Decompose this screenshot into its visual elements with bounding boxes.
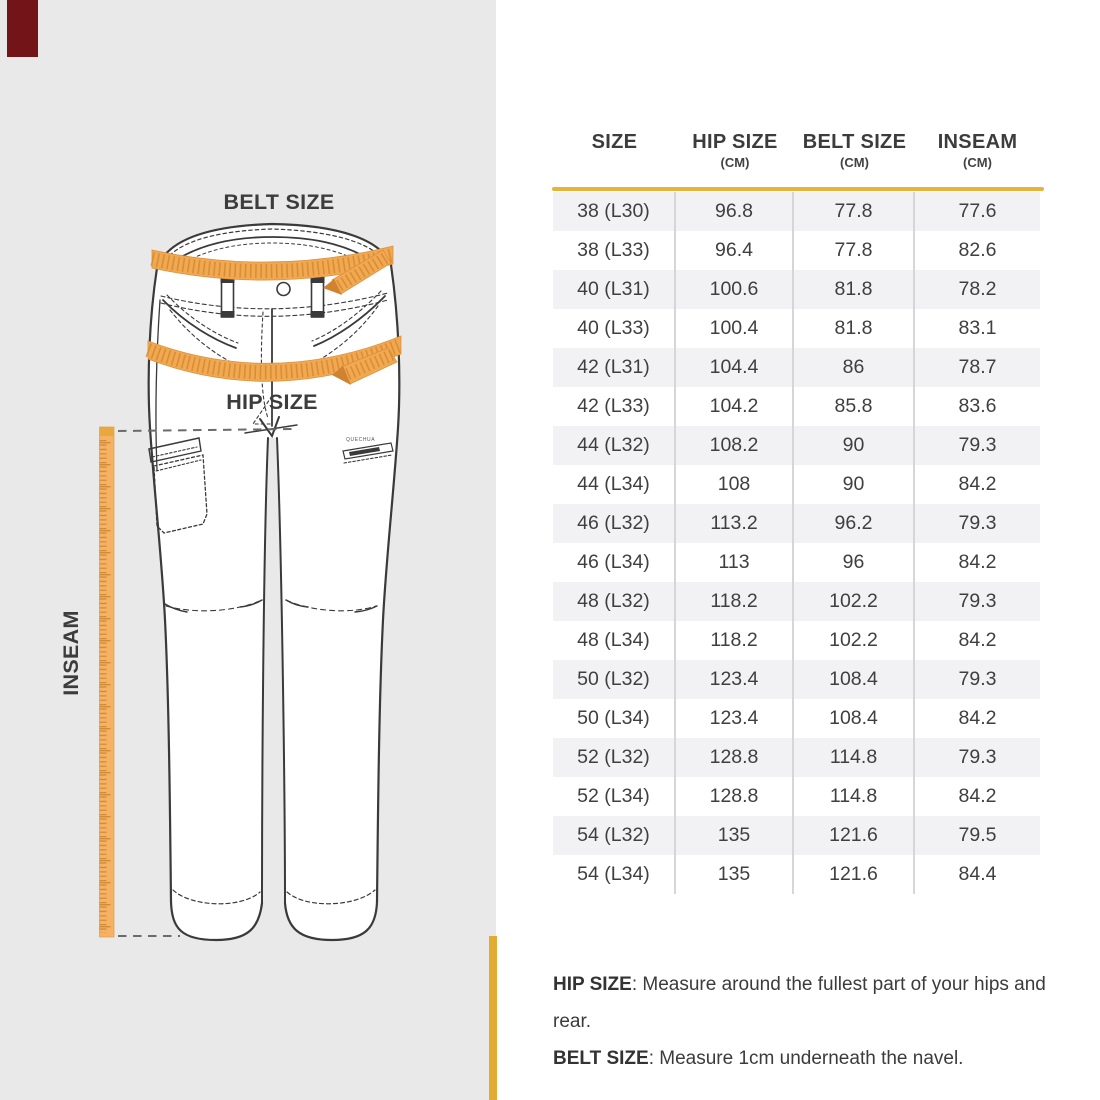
measurement-notes — [553, 966, 1063, 1077]
cell-size: 48 (L32) — [553, 582, 676, 621]
cell-size: 48 (L34) — [553, 621, 676, 660]
cell-belt-size: 102.2 — [794, 621, 915, 660]
header-size: SIZE — [591, 131, 638, 153]
cell-hip-size: 108 — [676, 465, 794, 504]
cell-size: 52 (L32) — [553, 738, 676, 777]
cell-inseam: 79.3 — [958, 434, 997, 456]
table-row — [553, 777, 1040, 816]
cell-belt-size: 108.4 — [794, 699, 915, 738]
cell-size: 46 (L32) — [553, 504, 676, 543]
cell-hip-size: 123.4 — [676, 660, 794, 699]
cell-hip-size: 135 — [676, 816, 794, 855]
cell-belt-size: 86 — [794, 348, 915, 387]
brand-text: QUECHUA — [346, 437, 376, 443]
cell-inseam: 82.6 — [958, 239, 997, 261]
hip-size-note: HIP SIZE: Measure around the fullest part of your hips and rear. — [553, 974, 1046, 1032]
cell-belt-size: 77.8 — [794, 192, 915, 231]
cell-size: 40 (L33) — [553, 309, 676, 348]
table-row — [553, 582, 1040, 621]
size-table-body — [553, 192, 1040, 894]
table-row — [553, 855, 1040, 894]
illustration-panel — [0, 0, 496, 1100]
cell-size: 44 (L34) — [553, 465, 676, 504]
cell-hip-size: 118.2 — [676, 582, 794, 621]
table-row — [553, 660, 1040, 699]
inseam-ruler — [100, 427, 115, 937]
cell-belt-size: 121.6 — [794, 816, 915, 855]
table-row — [553, 621, 1040, 660]
cell-belt-size: 96.2 — [794, 504, 915, 543]
inseam-label: INSEAM — [59, 610, 83, 696]
cell-belt-size: 90 — [794, 426, 915, 465]
cell-hip-size: 128.8 — [676, 738, 794, 777]
cell-inseam: 83.1 — [958, 317, 997, 339]
table-row — [553, 465, 1040, 504]
cell-belt-size: 114.8 — [794, 777, 915, 816]
cell-hip-size: 135 — [676, 855, 794, 894]
cell-belt-size: 77.8 — [794, 231, 915, 270]
cell-inseam: 78.2 — [958, 278, 997, 300]
cell-size: 42 (L33) — [553, 387, 676, 426]
cell-inseam: 83.6 — [958, 395, 997, 417]
cell-belt-size: 96 — [794, 543, 915, 582]
cell-size: 54 (L34) — [553, 855, 676, 894]
cell-size: 42 (L31) — [553, 348, 676, 387]
cell-size: 46 (L34) — [553, 543, 676, 582]
table-row — [553, 231, 1040, 270]
table-row — [553, 504, 1040, 543]
cell-belt-size: 108.4 — [794, 660, 915, 699]
cell-size: 40 (L31) — [553, 270, 676, 309]
cell-belt-size: 114.8 — [794, 738, 915, 777]
cell-hip-size: 113.2 — [676, 504, 794, 543]
cell-inseam: 79.3 — [958, 668, 997, 690]
cell-hip-size: 108.2 — [676, 426, 794, 465]
cell-hip-size: 104.2 — [676, 387, 794, 426]
size-table-header — [553, 130, 1040, 171]
cell-inseam: 84.4 — [958, 863, 997, 885]
table-row — [553, 543, 1040, 582]
cell-belt-size: 85.8 — [794, 387, 915, 426]
table-row — [553, 192, 1040, 231]
cell-hip-size: 104.4 — [676, 348, 794, 387]
cell-size: 52 (L34) — [553, 777, 676, 816]
cell-belt-size: 81.8 — [794, 309, 915, 348]
table-row — [553, 699, 1040, 738]
header-inseam: INSEAM (CM) — [937, 131, 1018, 170]
table-row — [553, 309, 1040, 348]
cell-hip-size: 118.2 — [676, 621, 794, 660]
cell-inseam: 79.3 — [958, 746, 997, 768]
header-belt-size: BELT SIZE (CM) — [802, 131, 907, 170]
cell-hip-size: 100.4 — [676, 309, 794, 348]
cell-hip-size: 100.6 — [676, 270, 794, 309]
cell-belt-size: 81.8 — [794, 270, 915, 309]
cell-inseam: 84.2 — [958, 629, 997, 651]
cell-inseam: 79.3 — [958, 590, 997, 612]
pants-silhouette — [149, 224, 400, 940]
gold-accent-bar — [489, 936, 497, 1100]
cell-size: 38 (L33) — [553, 231, 676, 270]
hip-size-label: HIP SIZE — [226, 390, 318, 414]
header-hip-size: HIP SIZE (CM) — [692, 131, 778, 170]
cell-belt-size: 90 — [794, 465, 915, 504]
table-row — [553, 738, 1040, 777]
cell-size: 44 (L32) — [553, 426, 676, 465]
cell-size: 38 (L30) — [553, 192, 676, 231]
cell-hip-size: 123.4 — [676, 699, 794, 738]
table-row — [553, 387, 1040, 426]
cell-inseam: 77.6 — [958, 200, 997, 222]
table-row — [553, 816, 1040, 855]
cell-inseam: 79.5 — [958, 824, 997, 846]
cell-hip-size: 113 — [676, 543, 794, 582]
pants-diagram — [0, 0, 496, 1100]
cell-hip-size: 96.4 — [676, 231, 794, 270]
cell-belt-size: 102.2 — [794, 582, 915, 621]
cell-belt-size: 121.6 — [794, 855, 915, 894]
corner-red-block — [7, 0, 38, 57]
cell-hip-size: 128.8 — [676, 777, 794, 816]
cell-inseam: 84.2 — [958, 785, 997, 807]
cell-size: 50 (L34) — [553, 699, 676, 738]
cell-inseam: 84.2 — [958, 473, 997, 495]
cell-size: 50 (L32) — [553, 660, 676, 699]
belt-size-note: BELT SIZE: Measure 1cm underneath the navel. — [553, 1048, 964, 1069]
cell-inseam: 84.2 — [958, 707, 997, 729]
cell-inseam: 84.2 — [958, 551, 997, 573]
table-row — [553, 348, 1040, 387]
cell-inseam: 78.7 — [958, 356, 997, 378]
cell-hip-size: 96.8 — [676, 192, 794, 231]
belt-size-label: BELT SIZE — [223, 190, 335, 214]
header-underline — [552, 187, 1044, 191]
table-row — [553, 270, 1040, 309]
cell-size: 54 (L32) — [553, 816, 676, 855]
table-row — [553, 426, 1040, 465]
cell-inseam: 79.3 — [958, 512, 997, 534]
